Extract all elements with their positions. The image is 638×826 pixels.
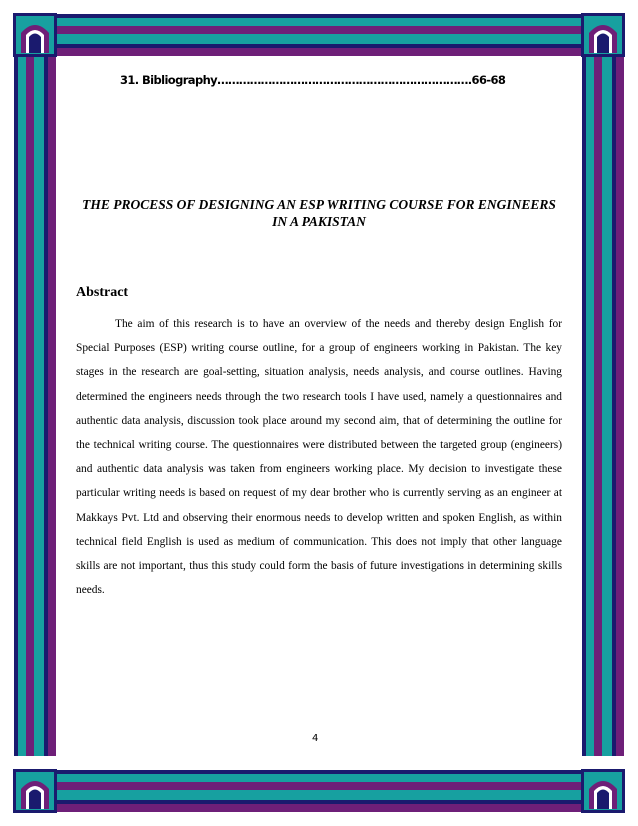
document-title: THE PROCESS OF DESIGNING AN ESP WRITING COURSE FOR ENGINEERS IN A PAKISTAN — [82, 197, 556, 229]
border-right — [582, 52, 624, 756]
abstract-body: The aim of this research is to have an overview of the needs and thereby design English for Special Purposes (ESP) writing course outline, for a group of engineers working in Pakistan. The key stages in the research are goal-setting, situation analysis, needs analysis, and course outlines. Having determined the engineers needs through the two research tools I have used, namely a questionnaires and authentic data analysis, discussion took place around my second aim, that of determining the outline for the technical writing course. The questionnaires were distributed between the targeted group (engineers) and authentic data analysis was taken from engineers working place. My decision to investigate these particular writing needs is based on request of my dear brother who is currently serving as an engineer at Makkays Pvt. Ltd and observing their enormous needs to develop written and spoken English, as within technical field English is used as medium of communication. This does not imply that other language skills are not important, thus this study could form the basis of future investigations in determining skills needs. — [76, 318, 562, 597]
page-number: 4 — [312, 733, 319, 744]
arch-window-icon — [581, 769, 625, 813]
border-left — [14, 52, 56, 756]
border-bottom — [56, 770, 582, 812]
arch-window-icon — [13, 769, 57, 813]
abstract-heading: Abstract — [76, 285, 129, 300]
border-top — [56, 14, 582, 56]
arch-window-icon — [13, 13, 57, 57]
toc-entry-bibliography: 31. Bibliography…………………………………………………………….66-68 — [120, 73, 506, 87]
arch-window-icon — [581, 13, 625, 57]
